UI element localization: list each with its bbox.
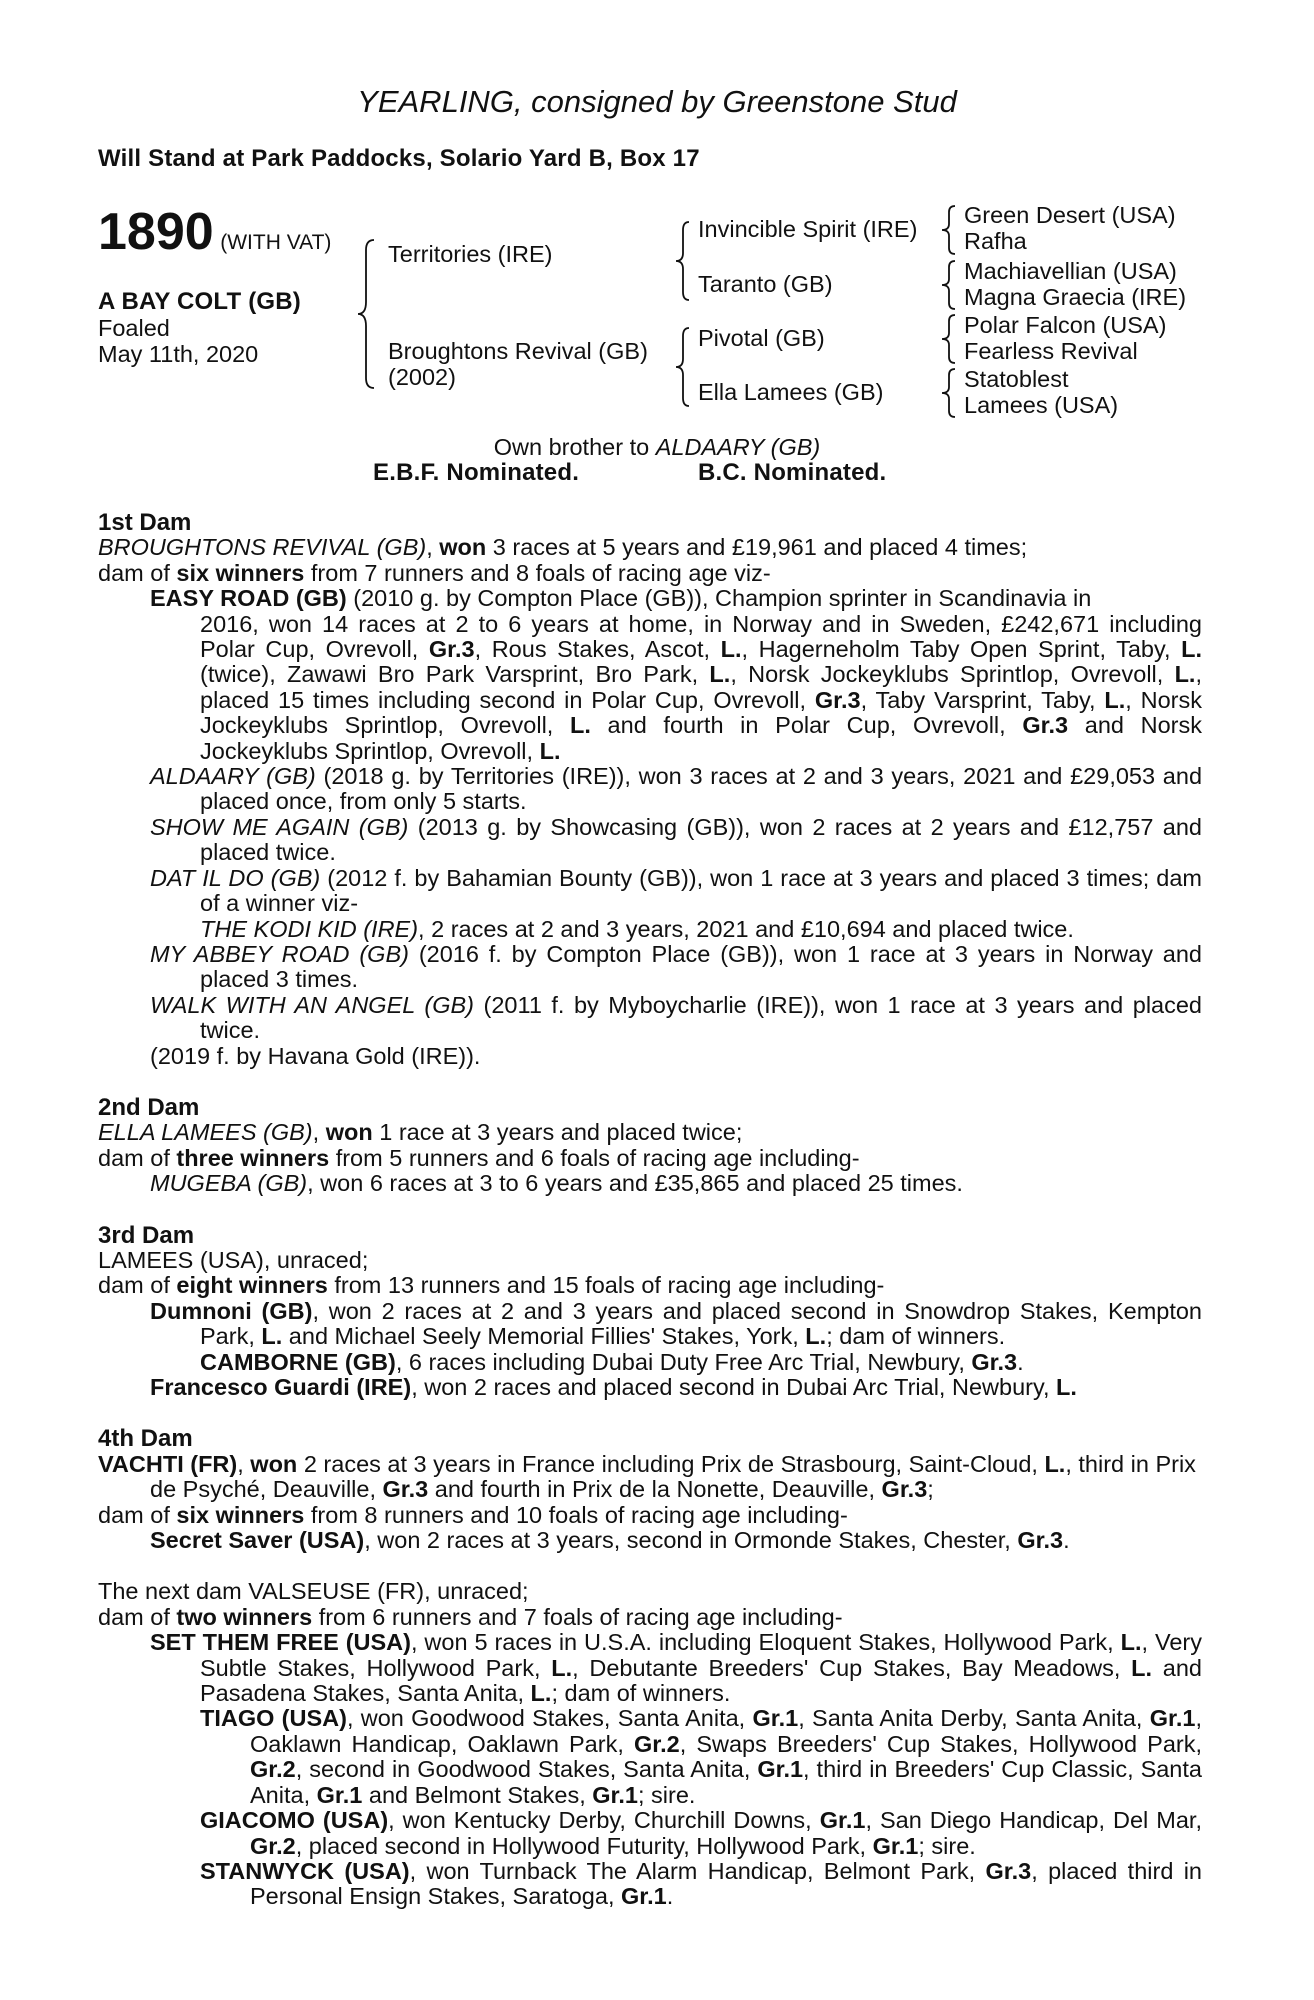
stand-location: Will Stand at Park Paddocks, Solario Yard B, Box 17 [98, 145, 700, 172]
fourth-dam-record: VACHTI (FR), won 2 races at 3 years in France including Prix de Strasbourg, Saint-Cloud, L., third in Prix de Psyché, Deauville, Gr.3 and fourth in Prix de la Nonette, Deauville, Gr.3; [98, 1450, 1196, 1503]
produce-stanwyck: STANWYCK (USA), won Turnback The Alarm Handicap, Belmont Park, Gr.3, placed third in Personal Ensign Stakes, Saratoga, Gr.1. [200, 1857, 1202, 1910]
pedigree-brace-dam [674, 326, 692, 408]
pedigree-brace-gen3-2 [940, 259, 958, 311]
pedigree-gen3-4: Magna Graecia (IRE) [964, 284, 1187, 310]
fourth-dam-produce-summary: dam of six winners from 8 runners and 10 foals of racing age including- [98, 1501, 848, 1528]
first-dam-produce-summary: dam of six winners from 7 runners and 8 foals of racing age viz- [98, 559, 771, 586]
second-dam-heading: 2nd Dam [98, 1093, 200, 1121]
next-dam-produce-summary: dam of two winners from 6 runners and 7 foals of racing age including- [98, 1603, 843, 1630]
pedigree-gen3-1: Green Desert (USA) [964, 202, 1176, 228]
produce-easy-road: EASY ROAD (GB) (2010 g. by Compton Place (GB)), Champion sprinter in Scandinavia in 2016, won 14 races at 2 to 6 years at home, in Norway and in Sweden, £242,671 including Polar Cup, Ovrevoll, Gr.3, Rous Stakes, Ascot, L., Hagerneholm Taby Open Sprint, Taby, L. (twice), Zawawi Bro Park Varsprint, Bro Park, L., Norsk Jockeyklubs Sprintlop, Ovrevoll, L., placed 15 times including second in Polar Cup, Ovrevoll, Gr.3, Taby Varsprint, Taby, L., Norsk Jockeyklubs Sprintlop, Ovrevoll, L. and fourth in Polar Cup, Ovrevoll, Gr.3 and Norsk Jockeyklubs Sprintlop, Ovrevoll, L. [150, 585, 1202, 764]
produce-2019-filly: (2019 f. by Havana Gold (IRE)). [150, 1042, 481, 1069]
foaled-date: May 11th, 2020 [98, 341, 259, 367]
pedigree-brace-gen3-3 [940, 313, 958, 365]
third-dam-heading: 3rd Dam [98, 1221, 195, 1249]
pedigree-gen3-5: Polar Falcon (USA) [964, 312, 1167, 338]
produce-dat-il-do: DAT IL DO (GB) (2012 f. by Bahamian Bounty (GB)), won 1 race at 3 years and placed 3 times; dam of a winner viz- THE KODI KID (IRE), 2 races at 2 and 3 years, 2021 and £10,694 and placed twice. [150, 864, 1202, 942]
pedigree-gen3-8: Lamees (USA) [964, 392, 1119, 418]
pedigree-brace-sire [674, 220, 692, 302]
pedigree-sire-dam: Taranto (GB) [698, 271, 833, 297]
bc-nominated: B.C. Nominated. [698, 459, 887, 486]
fourth-dam-heading: 4th Dam [98, 1425, 193, 1453]
produce-secret-saver: Secret Saver (USA), won 2 races at 3 years, second in Ormonde Stakes, Chester, Gr.3. [150, 1527, 1070, 1554]
ebf-nominated: E.B.F. Nominated. [373, 459, 580, 486]
pedigree-brace-gen3-4 [940, 367, 958, 419]
produce-aldaary: ALDAARY (GB) (2018 g. by Territories (IRE)), won 3 races at 2 and 3 years, 2021 and £29,053 and placed once, from only 5 starts. [150, 763, 1203, 815]
third-dam-record: LAMEES (USA), unraced; [98, 1246, 369, 1273]
own-brother-name: ALDAARY (GB) [655, 434, 821, 460]
third-dam-produce-summary: dam of eight winners from 13 runners and 15 foals of racing age including- [98, 1272, 885, 1299]
pedigree-sire: Territories (IRE) [388, 241, 553, 267]
dam-line-text [98, 510, 1202, 1910]
produce-dumnoni: Dumnoni (GB), won 2 races at 2 and 3 years and placed second in Snowdrop Stakes, Kempton Park, L. and Michael Seely Memorial Fillies' Stakes, York, L.; dam of winners. CAMBORNE (GB), 6 races including Dubai Duty Free Arc Trial, Newbury, Gr.3. [150, 1297, 1203, 1375]
first-dam-record: BROUGHTONS REVIVAL (GB), won 3 races at 5 years and £19,961 and placed 4 times; [98, 534, 1028, 561]
pedigree-gen3-7: Statoblest [964, 366, 1069, 392]
next-dam-record: The next dam VALSEUSE (FR), unraced; [98, 1578, 529, 1605]
lot-number-line [98, 204, 331, 271]
lot-number: 1890 [98, 203, 214, 261]
pedigree-gen3-2: Rafha [964, 228, 1027, 254]
pedigree-gen3-3: Machiavellian (USA) [964, 258, 1177, 284]
pedigree-brace-gen3-1 [940, 204, 958, 256]
produce-giacomo: GIACOMO (USA), won Kentucky Derby, Churchill Downs, Gr.1, San Diego Handicap, Del Mar, Gr.2, placed second in Hollywood Futurity, Hollywood Park, Gr.1; sire. [200, 1807, 1202, 1859]
catalogue-title: YEARLING, consigned by Greenstone Stud [357, 84, 957, 119]
pedigree-dam-dam: Ella Lamees (GB) [698, 379, 884, 405]
produce-set-them-free: SET THEM FREE (USA), won 5 races in U.S.A. including Eloquent Stakes, Hollywood Park, L., Very Subtle Stakes, Hollywood Park, L., Debutante Breeders' Cup Stakes, Bay Meadows, L. and Pasadena Stakes, Santa Anita, L.; dam of winners. [150, 1629, 1203, 1707]
first-dam-heading: 1st Dam [98, 509, 192, 536]
own-brother-prefix: Own brother to [493, 434, 656, 460]
pedigree-dam-year: (2002) [388, 364, 456, 390]
pedigree-brace-gen1 [356, 238, 378, 390]
vat-note: (WITH VAT) [220, 231, 332, 254]
produce-walk-with-an-angel: WALK WITH AN ANGEL (GB) (2011 f. by Myboycharlie (IRE)), won 1 race at 3 years and placed twice. [150, 991, 1202, 1044]
produce-my-abbey-road: MY ABBEY ROAD (GB) (2016 f. by Compton Place (GB)), won 1 race at 3 years in Norway and placed 3 times. [150, 940, 1202, 993]
foaled-label: Foaled [98, 315, 170, 341]
produce-francesco-guardi: Francesco Guardi (IRE), won 2 races and placed second in Dubai Arc Trial, Newbury, L. [150, 1374, 1077, 1400]
second-dam-record: ELLA LAMEES (GB), won 1 race at 3 years and placed twice; [98, 1119, 743, 1146]
own-brother-note [0, 434, 1314, 460]
pedigree-dam: Broughtons Revival (GB) [388, 338, 648, 364]
produce-show-me-again: SHOW ME AGAIN (GB) (2013 g. by Showcasing (GB)), won 2 races at 2 years and £12,757 and placed twice. [150, 813, 1202, 866]
pedigree-sire-sire: Invincible Spirit (IRE) [698, 216, 918, 242]
pedigree-dam-sire: Pivotal (GB) [698, 325, 825, 351]
horse-description: A BAY COLT (GB) [98, 288, 302, 315]
pedigree-gen3-6: Fearless Revival [964, 338, 1138, 364]
produce-tiago: TIAGO (USA), won Goodwood Stakes, Santa Anita, Gr.1, Santa Anita Derby, Santa Anita, Gr.1, Oaklawn Handicap, Oaklawn Park, Gr.2, Swaps Breeders' Cup Stakes, Hollywood Park, Gr.2, second in Goodwood Stakes, Santa Anita, Gr.1, third in Breeders' Cup Classic, Santa Anita, Gr.1 and Belmont Stakes, Gr.1; sire. [200, 1705, 1203, 1808]
second-dam-produce-summary: dam of three winners from 5 runners and 6 foals of racing age including- [98, 1144, 860, 1171]
produce-mugeba: MUGEBA (GB), won 6 races at 3 to 6 years and £35,865 and placed 25 times. [150, 1170, 963, 1197]
